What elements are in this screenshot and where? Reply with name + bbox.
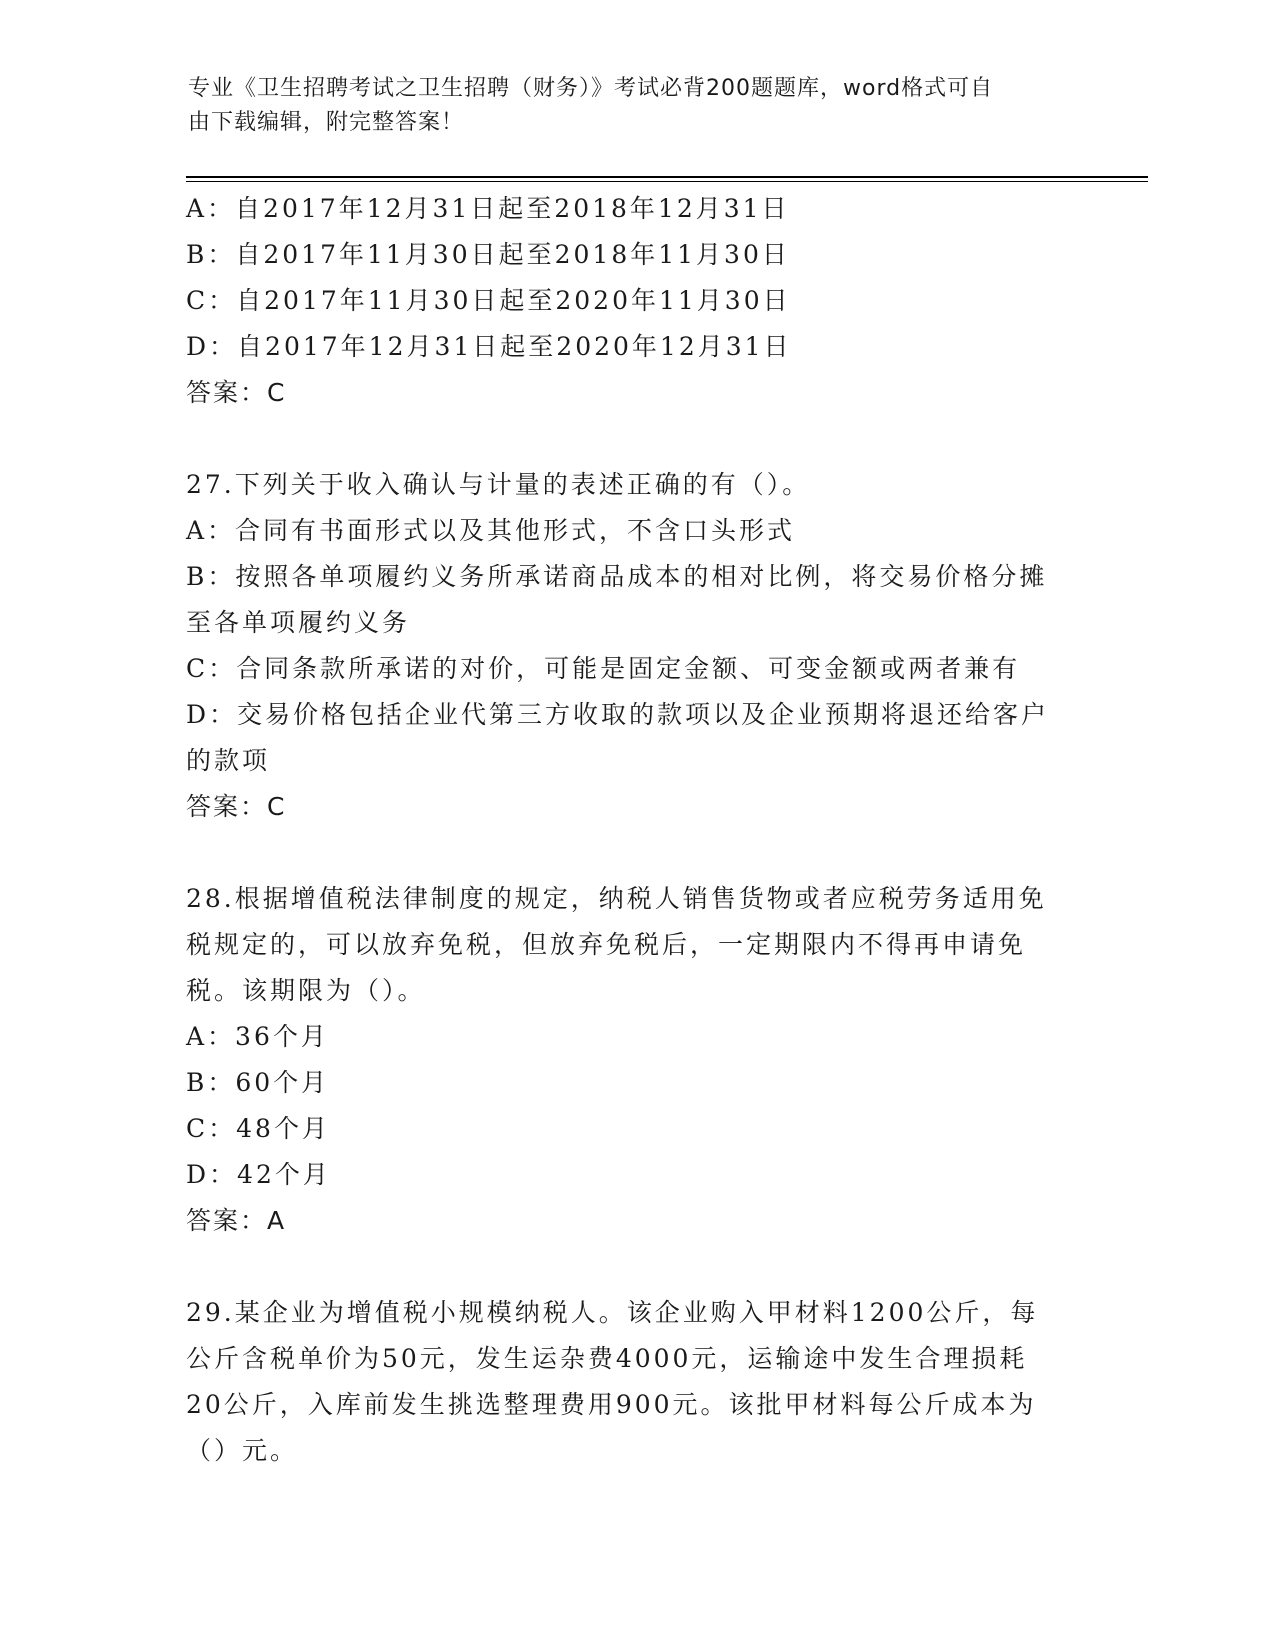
spacer (186, 1244, 1066, 1290)
answer-line: 答案：C (186, 378, 287, 407)
option-b: B：60个月 (186, 1068, 330, 1097)
option-b-continued: 至各单项履约义务 (186, 608, 411, 637)
header-rule-thin (186, 181, 1148, 182)
option-b: B：自2017年11月30日起至2018年11月30日 (186, 240, 790, 269)
option-b: B：按照各单项履约义务所承诺商品成本的相对比例，将交易价格分摊 (186, 562, 1048, 591)
question-stem-line-2: 税规定的，可以放弃免税，但放弃免税后，一定期限内不得再申请免 (186, 930, 1027, 959)
question-stem-line-4: （）元。 (186, 1436, 299, 1465)
question-stem-line-3: 20公斤，入库前发生挑选整理费用900元。该批甲材料每公斤成本为 (186, 1390, 1037, 1419)
question-stem-line-3: 税。该期限为（）。 (186, 976, 426, 1005)
option-a: A：36个月 (186, 1022, 329, 1051)
option-d-continued: 的款项 (186, 746, 271, 775)
option-d: D：42个月 (186, 1160, 331, 1189)
option-d: D：自2017年12月31日起至2020年12月31日 (186, 332, 792, 361)
header-line-2: 由下载编辑，附完整答案！ (188, 110, 465, 135)
spacer (186, 416, 1066, 462)
question-stem-line-2: 公斤含税单价为50元，发生运杂费4000元，运输途中发生合理损耗 (186, 1344, 1028, 1373)
question-29 (186, 1290, 1066, 1474)
question-26 (186, 186, 1066, 416)
question-stem-line-1: 28.根据增值税法律制度的规定，纳税人销售货物或者应税劳务适用免 (186, 884, 1047, 913)
spacer (186, 830, 1066, 876)
option-a: A：自2017年12月31日起至2018年12月31日 (186, 194, 790, 223)
question-stem-line-1: 29.某企业为增值税小规模纳税人。该企业购入甲材料1200公斤，每 (186, 1298, 1039, 1327)
option-c: C：合同条款所承诺的对价，可能是固定金额、可变金额或两者兼有 (186, 654, 1021, 683)
answer-line: 答案：C (186, 792, 287, 821)
answer-line: 答案：A (186, 1206, 287, 1235)
option-d: D：交易价格包括企业代第三方收取的款项以及企业预期将退还给客户 (186, 700, 1050, 729)
document-header (188, 72, 1068, 140)
question-27 (186, 462, 1066, 830)
option-c: C：自2017年11月30日起至2020年11月30日 (186, 286, 791, 315)
question-stem: 27.下列关于收入确认与计量的表述正确的有（）。 (186, 470, 811, 499)
question-28 (186, 876, 1066, 1244)
header-rule-thick (186, 176, 1148, 178)
option-a: A：合同有书面形式以及其他形式，不含口头形式 (186, 516, 796, 545)
question-content (186, 186, 1066, 1474)
header-line-1: 专业《卫生招聘考试之卫生招聘（财务）》考试必背200题题库，word格式可自 (188, 76, 994, 101)
option-c: C：48个月 (186, 1114, 330, 1143)
